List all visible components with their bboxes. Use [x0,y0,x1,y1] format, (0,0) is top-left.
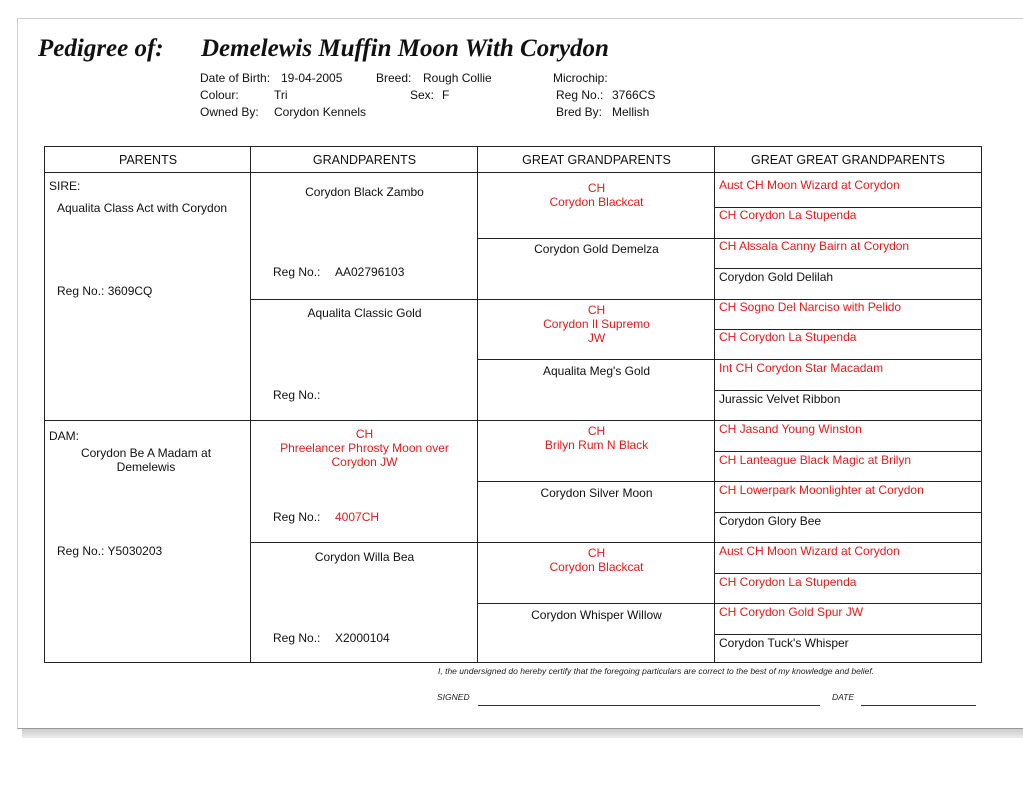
pedigree-table [44,146,982,663]
divider [478,603,981,604]
dob-value: 19-04-2005 [281,71,343,85]
great-great-grandparent: CH Corydon La Stupenda [719,575,857,589]
great-great-grandparent: CH Corydon La Stupenda [719,208,857,222]
grandparent-name: Aqualita Classic Gold [307,306,422,320]
great-grandparent-name: Corydon Blackcat [549,195,644,209]
grandparent-reg-label: Reg No.: [273,388,321,402]
sire-name: Aqualita Class Act with Corydon [57,201,228,215]
breed-value: Rough Collie [423,71,492,85]
great-grandparent-name: Aqualita Meg's Gold [542,364,650,378]
regno-value: 3766CS [612,88,656,102]
sire-reg: Reg No.: 3609CQ [57,284,153,298]
regno-label: Reg No.: [556,88,604,102]
great-great-grandparent: CH Corydon Gold Spur JW [719,605,864,619]
colour-value: Tri [274,88,288,102]
column-header-parents: PARENTS [45,147,251,173]
grandparent-reg-label: Reg No.: [273,510,321,524]
great-grandparent-name: Corydon Silver Moon [540,486,653,500]
date-line [861,705,976,706]
dam-label: DAM: [49,429,79,443]
great-great-grandparent: Corydon Tuck's Whisper [719,636,849,650]
grandparent-reg: AA02796103 [335,265,405,279]
sire-label: SIRE: [49,179,81,193]
grandparent-name: Phreelancer Phrosty Moon over Corydon JW [280,441,449,469]
great-grandparent-title: CH [587,424,606,438]
great-great-grandparent: Int CH Corydon Star Macadam [719,361,884,375]
dob-label: Date of Birth: [200,71,271,85]
great-grandparent-title: CH [587,303,606,317]
grandparent-title: CH [355,427,374,441]
great-great-grandparent: CH Sogno Del Narciso with Pelido [719,300,902,314]
great-great-grandparent: CH Corydon La Stupenda [719,330,857,344]
divider [478,481,981,482]
great-grandparent-name: Corydon Gold Demelza [534,242,659,256]
divider [478,359,981,360]
great-grandparent-title: CH [587,181,606,195]
colour-label: Colour: [200,88,239,102]
date-label: DATE [832,692,855,702]
grandparent-reg-label: Reg No.: [273,631,321,645]
owned-value: Corydon Kennels [274,105,367,119]
great-grandparent-name: Brilyn Rum N Black [544,438,649,452]
great-great-grandparent: Jurassic Velvet Ribbon [719,392,841,406]
divider [715,573,981,574]
microchip-label: Microchip: [553,71,608,85]
dog-name: Demelewis Muffin Moon With Corydon [201,35,609,62]
great-great-grandparent: CH Lanteague Black Magic at Brilyn [719,453,912,467]
grandparent-name: Corydon Willa Bea [314,550,415,564]
breed-label: Breed: [376,71,412,85]
divider [477,147,478,662]
divider [714,147,715,662]
grandparent-reg: X2000104 [335,631,390,645]
certification-text: I, the undersigned do hereby certify that the foregoing particulars are correct to the best of my knowledge and belief. [438,666,875,676]
great-great-grandparent: CH Jasand Young Winston [719,422,862,436]
signature-line [478,705,820,706]
great-grandparent-name: Corydon Il Supremo [543,317,650,331]
owned-label: Owned By: [200,105,259,119]
sex-value: F [442,88,450,102]
great-great-grandparent: Corydon Gold Delilah [719,270,834,284]
dam-reg: Reg No.: Y5030203 [57,544,163,558]
column-header-grandparents: GRANDPARENTS [251,147,478,173]
divider [715,512,981,513]
grandparent-reg: 4007CH [335,510,380,524]
divider [715,634,981,635]
great-great-grandparent: CH Lowerpark Moonlighter at Corydon [719,483,924,497]
divider [715,451,981,452]
great-great-grandparent: CH Alssala Canny Bairn at Corydon [719,239,910,253]
great-grandparent-name: Corydon Blackcat [549,560,644,574]
bred-label: Bred By: [556,105,603,119]
great-great-grandparent: Aust CH Moon Wizard at Corydon [719,544,900,558]
great-grandparent-extra: JW [587,331,606,345]
column-header-great-grandparents: GREAT GRANDPARENTS [478,147,715,173]
grandparent-reg-label: Reg No.: [273,265,321,279]
bred-value: Mellish [612,105,650,119]
great-great-grandparent: Corydon Glory Bee [719,514,822,528]
divider [250,147,251,662]
dam-name: Corydon Be A Madam at Demelewis [80,446,212,474]
grandparent-name: Corydon Black Zambo [305,185,424,199]
signed-label: SIGNED [437,692,470,702]
great-great-grandparent: Aust CH Moon Wizard at Corydon [719,178,900,192]
great-grandparent-title: CH [587,546,606,560]
column-header-great-great-grandparents: GREAT GREAT GRANDPARENTS [715,147,981,173]
page-shadow [22,728,1023,738]
divider [45,420,981,421]
great-grandparent-name: Corydon Whisper Willow [531,608,662,622]
sex-label: Sex: [410,88,435,102]
page-title: Pedigree of: [38,35,164,62]
divider [251,542,981,543]
divider [715,390,981,391]
divider [715,268,981,269]
